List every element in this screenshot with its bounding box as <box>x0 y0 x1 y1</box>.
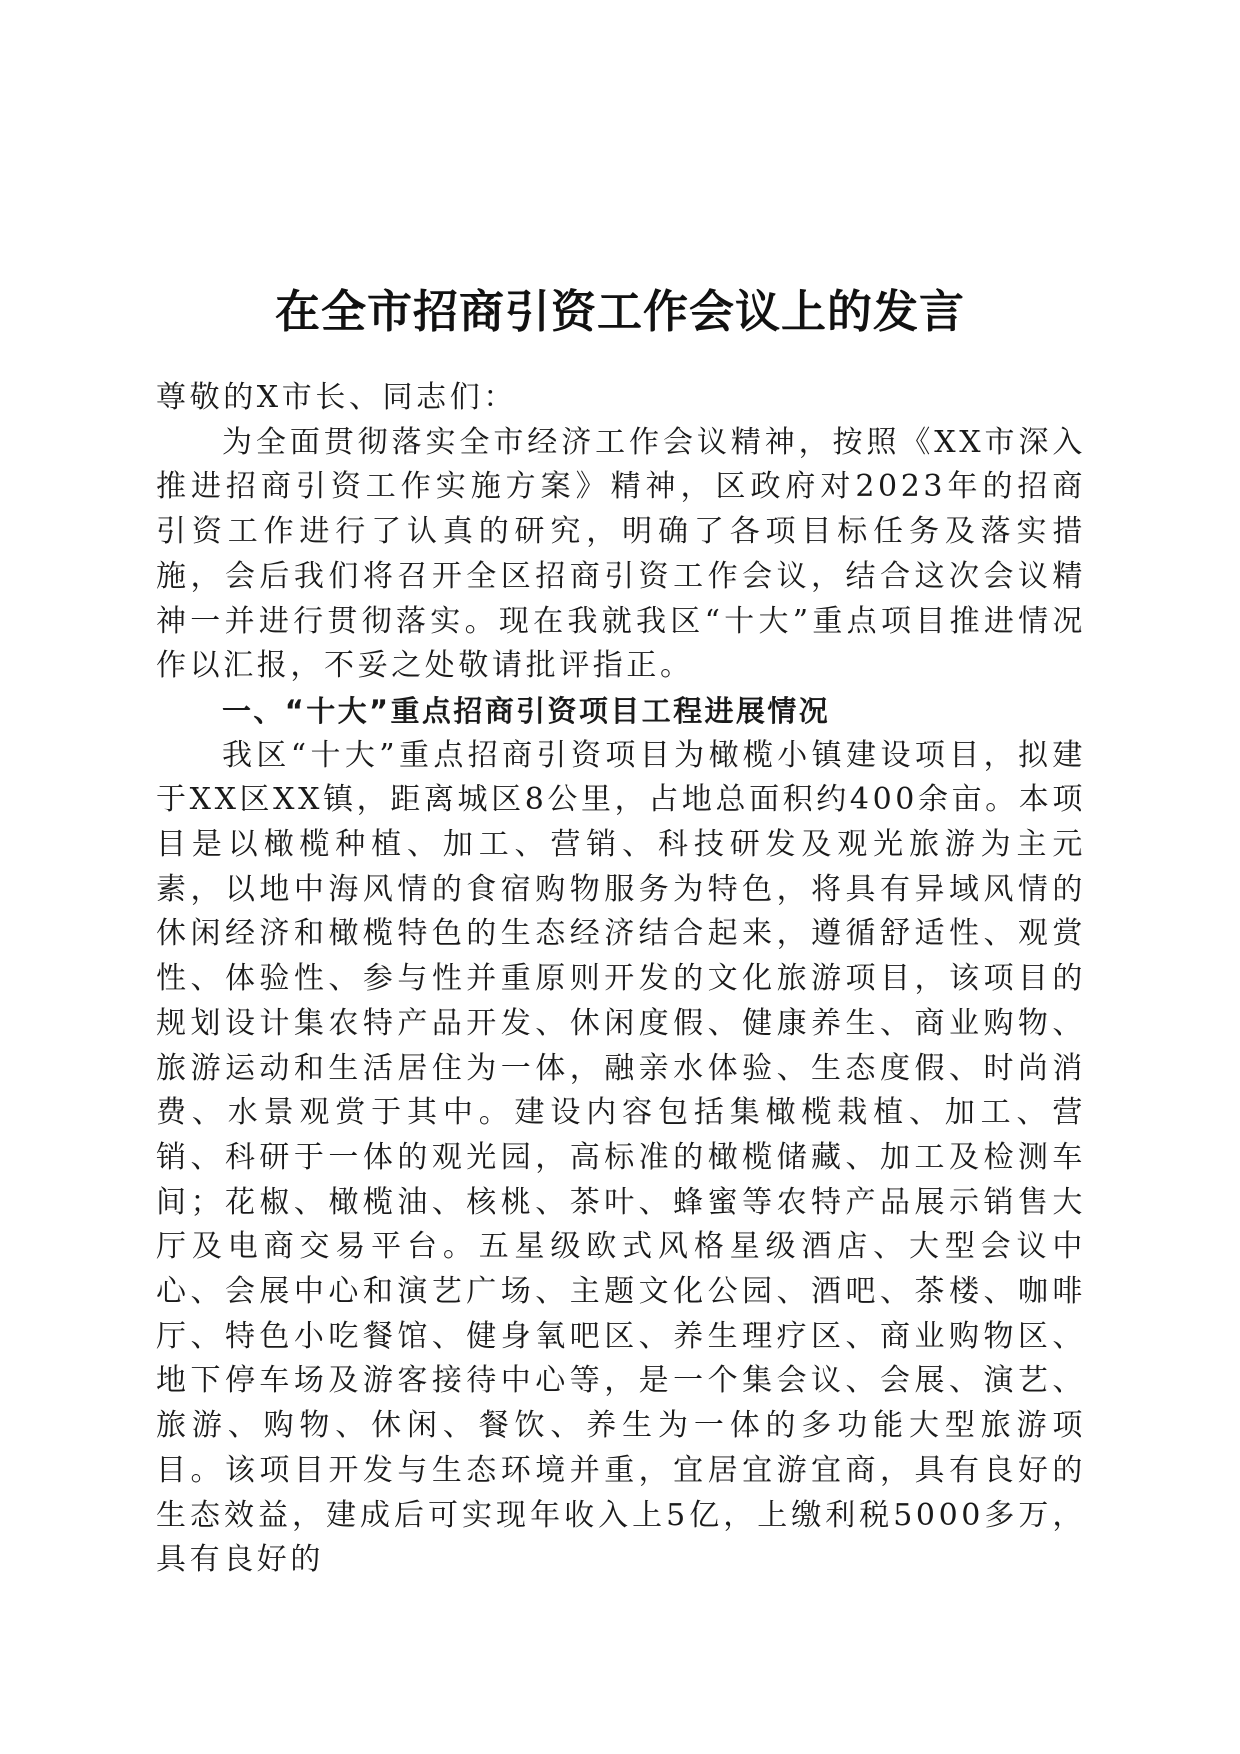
section-heading: 一、“十大”重点招商引资项目工程进展情况 <box>222 693 831 728</box>
document-body <box>156 376 1086 1583</box>
document-title: 在全市招商引资工作会议上的发言 <box>274 285 965 339</box>
paragraph-project: 我区“十大”重点招商引资项目为橄榄小镇建设项目，拟建于XX区XX镇，距离城区8公里，占地总面积约400余亩。本项目是以橄榄种植、加工、营销、科技研发及观光旅游为主元素，以地中海风情的食宿购物服务为特色，将具有异域风情的休闲经济和橄榄特色的生态经济结合起来，遵循舒适性、观赏性、体验性、参与性并重原则开发的文化旅游项目，该项目的规划设计集农特产品开发、休闲度假、健康养生、商业购物、旅游运动和生活居住为一体，融亲水体验、生态度假、时尚消费、水景观赏于其中。建设内容包括集橄榄栽植、加工、营销、科研于一体的观光园，高标准的橄榄储藏、加工及检测车间；花椒、橄榄油、核桃、茶叶、蜂蜜等农特产品展示销售大厅及电商交易平台。五星级欧式风格星级酒店、大型会议中心、会展中心和演艺广场、主题文化公园、酒吧、茶楼、咖啡厅、特色小吃餐馆、健身氧吧区、养生理疗区、商业购物区、地下停车场及游客接待中心等，是一个集会议、会展、演艺、旅游、购物、休闲、餐饮、养生为一体的多功能大型旅游项目。该项目开发与生态环境并重，宜居宜游宜商，具有良好的生态效益，建成后可实现年收入上5亿，上缴利税5000多万，具有良好的 <box>156 737 1086 1578</box>
salutation: 尊敬的X市长、同志们： <box>156 380 517 415</box>
paragraph-intro: 为全面贯彻落实全市经济工作会议精神，按照《XX市深入推进招商引资工作实施方案》精神，区政府对2023年的招商引资工作进行了认真的研究，明确了各项目标任务及落实措施，会后我们将召开全区招商引资工作会议，结合这次会议精神一并进行贯彻落实。现在我就我区“十大”重点项目推进情况作以汇报，不妥之处敬请批评指正。 <box>156 424 1086 684</box>
